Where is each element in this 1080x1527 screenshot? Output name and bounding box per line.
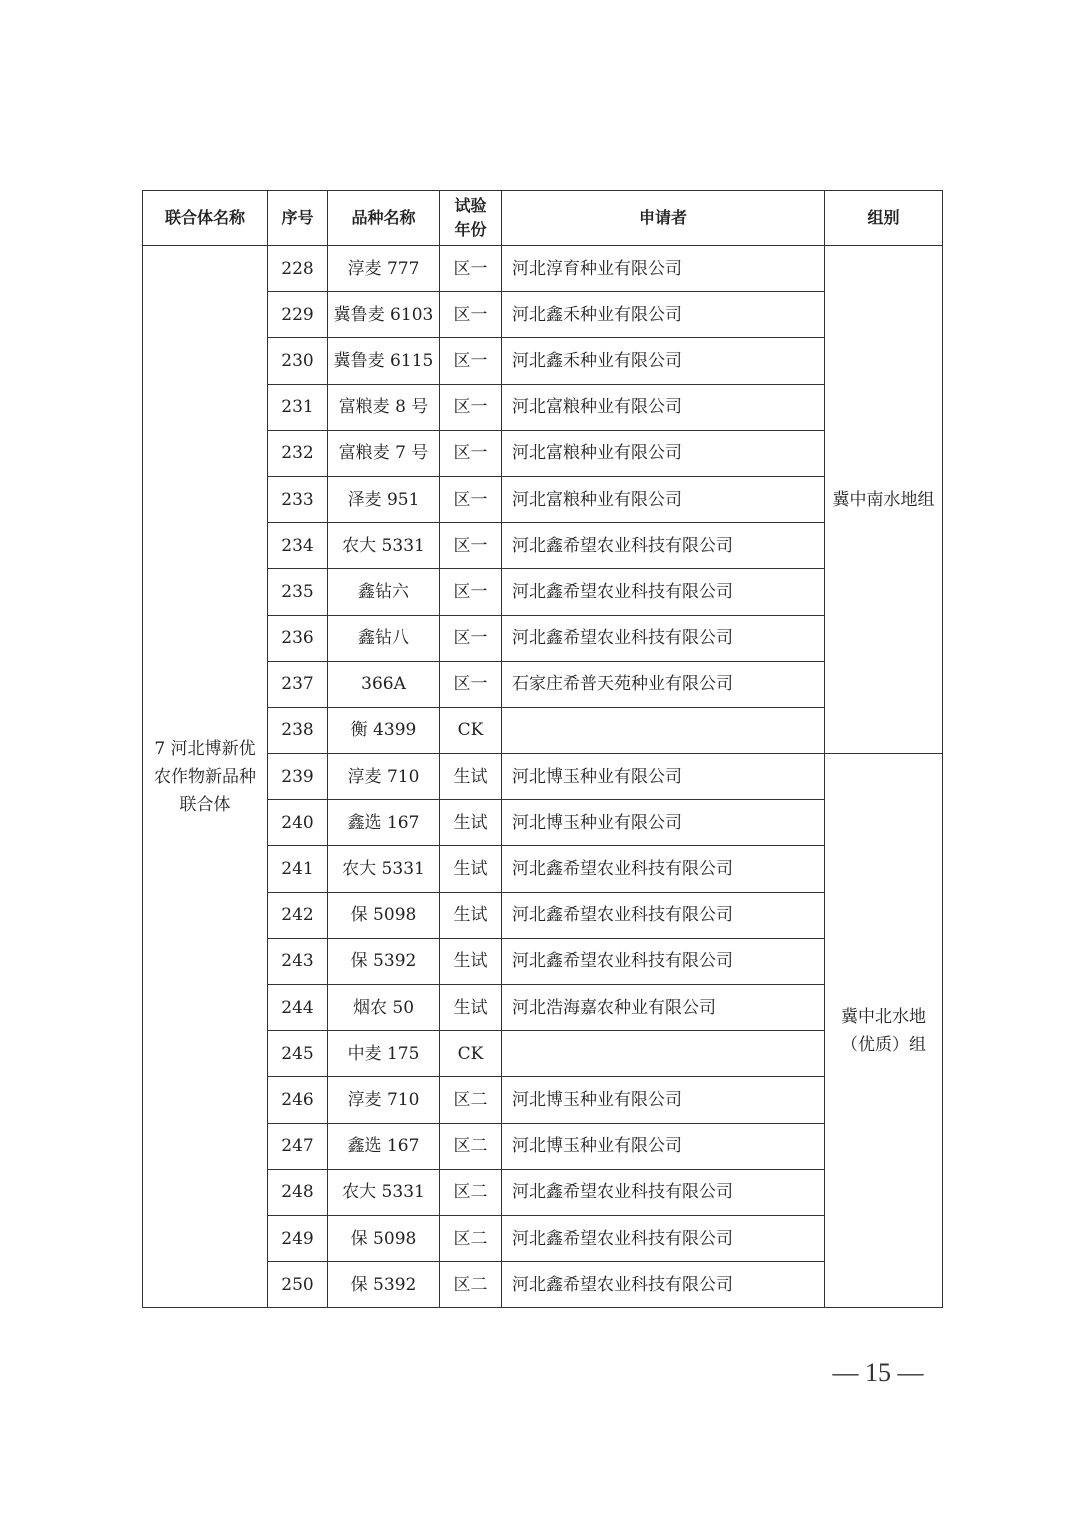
header-applicant: 申请者	[502, 191, 825, 246]
variety-cell: 富粮麦 8 号	[328, 384, 440, 430]
seq-cell: 240	[268, 800, 328, 846]
seq-cell: 250	[268, 1262, 328, 1308]
year-cell: CK	[440, 1031, 502, 1077]
variety-cell: 保 5098	[328, 1215, 440, 1261]
variety-cell: 淳麦 777	[328, 246, 440, 292]
seq-cell: 246	[268, 1077, 328, 1123]
seq-cell: 231	[268, 384, 328, 430]
applicant-cell: 河北博玉种业有限公司	[502, 754, 825, 800]
seq-cell: 248	[268, 1169, 328, 1215]
applicant-cell: 河北鑫希望农业科技有限公司	[502, 892, 825, 938]
header-year	[440, 191, 502, 246]
seq-cell: 234	[268, 523, 328, 569]
variety-cell: 保 5098	[328, 892, 440, 938]
applicant-cell: 河北鑫希望农业科技有限公司	[502, 1262, 825, 1308]
applicant-cell: 河北鑫希望农业科技有限公司	[502, 569, 825, 615]
seq-cell: 228	[268, 246, 328, 292]
year-cell: 区一	[440, 661, 502, 707]
variety-cell: 冀鲁麦 6115	[328, 338, 440, 384]
seq-cell: 245	[268, 1031, 328, 1077]
variety-cell: 保 5392	[328, 938, 440, 984]
year-cell: 区二	[440, 1123, 502, 1169]
variety-cell: 366A	[328, 661, 440, 707]
header-year-line1: 试验	[454, 196, 487, 215]
variety-cell: 中麦 175	[328, 1031, 440, 1077]
applicant-cell: 河北博玉种业有限公司	[502, 800, 825, 846]
variety-cell: 泽麦 951	[328, 476, 440, 522]
applicant-cell: 河北鑫希望农业科技有限公司	[502, 938, 825, 984]
applicant-cell	[502, 1031, 825, 1077]
seq-cell: 244	[268, 985, 328, 1031]
seq-cell: 233	[268, 476, 328, 522]
table-body	[143, 246, 943, 1308]
variety-cell: 鑫钻八	[328, 615, 440, 661]
applicant-cell: 河北鑫希望农业科技有限公司	[502, 1215, 825, 1261]
seq-cell: 232	[268, 430, 328, 476]
year-cell: 生试	[440, 985, 502, 1031]
year-cell: 生试	[440, 892, 502, 938]
year-cell: CK	[440, 707, 502, 753]
year-cell: 生试	[440, 754, 502, 800]
year-cell: 区二	[440, 1262, 502, 1308]
variety-cell: 衡 4399	[328, 707, 440, 753]
year-cell: 区二	[440, 1215, 502, 1261]
applicant-cell: 河北浩海嘉农种业有限公司	[502, 985, 825, 1031]
year-cell: 区二	[440, 1169, 502, 1215]
year-cell: 区一	[440, 476, 502, 522]
seq-cell: 243	[268, 938, 328, 984]
seq-cell: 241	[268, 846, 328, 892]
variety-cell: 农大 5331	[328, 523, 440, 569]
applicant-cell: 河北鑫希望农业科技有限公司	[502, 523, 825, 569]
table-row	[143, 246, 943, 292]
applicant-cell: 河北富粮种业有限公司	[502, 430, 825, 476]
variety-cell: 淳麦 710	[328, 1077, 440, 1123]
header-variety: 品种名称	[328, 191, 440, 246]
year-cell: 区一	[440, 292, 502, 338]
variety-cell: 鑫选 167	[328, 800, 440, 846]
year-cell: 区一	[440, 523, 502, 569]
year-cell: 区一	[440, 615, 502, 661]
variety-cell: 农大 5331	[328, 1169, 440, 1215]
page-number: — 15 —	[832, 1358, 924, 1387]
applicant-cell: 石家庄希普天苑种业有限公司	[502, 661, 825, 707]
seq-cell: 237	[268, 661, 328, 707]
header-seq: 序号	[268, 191, 328, 246]
year-cell: 区一	[440, 569, 502, 615]
seq-cell: 229	[268, 292, 328, 338]
applicant-cell: 河北富粮种业有限公司	[502, 476, 825, 522]
applicant-cell: 河北鑫希望农业科技有限公司	[502, 1169, 825, 1215]
variety-cell: 富粮麦 7 号	[328, 430, 440, 476]
seq-cell: 242	[268, 892, 328, 938]
year-cell: 区一	[440, 338, 502, 384]
variety-table	[142, 190, 943, 1308]
year-cell: 区二	[440, 1077, 502, 1123]
variety-cell: 烟农 50	[328, 985, 440, 1031]
year-cell: 区一	[440, 384, 502, 430]
header-group: 组别	[825, 191, 943, 246]
group-cell: 冀中南水地组	[825, 246, 943, 754]
variety-cell: 鑫选 167	[328, 1123, 440, 1169]
applicant-cell: 河北博玉种业有限公司	[502, 1123, 825, 1169]
year-cell: 区一	[440, 246, 502, 292]
applicant-cell: 河北鑫禾种业有限公司	[502, 292, 825, 338]
seq-cell: 236	[268, 615, 328, 661]
variety-cell: 冀鲁麦 6103	[328, 292, 440, 338]
seq-cell: 230	[268, 338, 328, 384]
group-cell: 冀中北水地（优质）组	[825, 754, 943, 1308]
applicant-cell: 河北鑫禾种业有限公司	[502, 338, 825, 384]
applicant-cell: 河北鑫希望农业科技有限公司	[502, 846, 825, 892]
applicant-cell	[502, 707, 825, 753]
year-cell: 生试	[440, 800, 502, 846]
variety-cell: 农大 5331	[328, 846, 440, 892]
variety-cell: 鑫钻六	[328, 569, 440, 615]
table-header-row	[143, 191, 943, 246]
applicant-cell: 河北富粮种业有限公司	[502, 384, 825, 430]
variety-cell: 保 5392	[328, 1262, 440, 1308]
applicant-cell: 河北淳育种业有限公司	[502, 246, 825, 292]
year-cell: 区一	[440, 430, 502, 476]
header-year-line2: 年份	[454, 220, 487, 239]
year-cell: 生试	[440, 938, 502, 984]
seq-cell: 247	[268, 1123, 328, 1169]
applicant-cell: 河北鑫希望农业科技有限公司	[502, 615, 825, 661]
header-union: 联合体名称	[143, 191, 268, 246]
seq-cell: 239	[268, 754, 328, 800]
year-cell: 生试	[440, 846, 502, 892]
variety-cell: 淳麦 710	[328, 754, 440, 800]
union-name-cell: 7 河北博新优农作物新品种联合体	[143, 246, 268, 1308]
seq-cell: 238	[268, 707, 328, 753]
seq-cell: 235	[268, 569, 328, 615]
applicant-cell: 河北博玉种业有限公司	[502, 1077, 825, 1123]
seq-cell: 249	[268, 1215, 328, 1261]
